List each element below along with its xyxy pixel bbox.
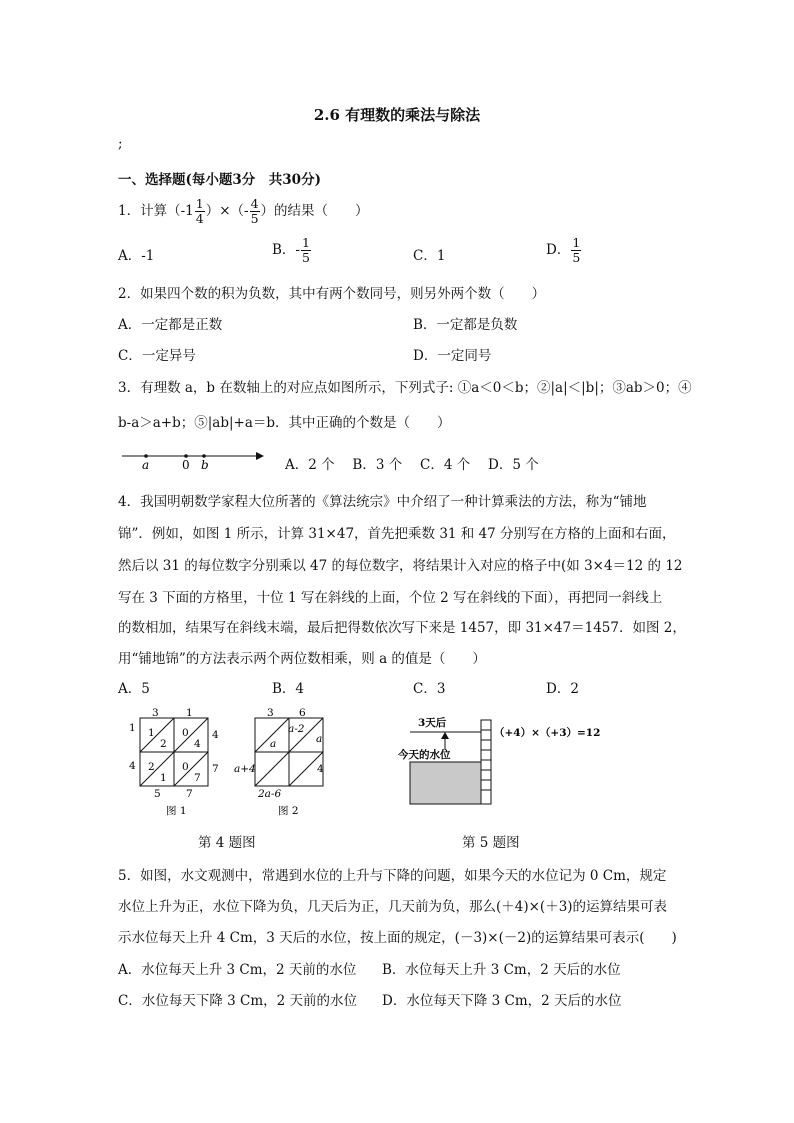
svg-text:图 1: 图 1 [166, 805, 187, 817]
svg-text:a: a [316, 733, 323, 745]
option-d: D．一定同号 [413, 348, 492, 364]
svg-text:（+4）×（+3）=12: （+4）×（+3）=12 [494, 727, 601, 739]
option-c: C．3 [413, 681, 446, 697]
question-4-line1: 4．我国明朝数学家程大位所著的《算法统宗》中介绍了一种计算乘法的方法，称为“铺地 [118, 494, 647, 510]
svg-text:a: a [270, 738, 277, 750]
option-a: A．一定都是正数 [118, 317, 223, 333]
option-c: C．1 [413, 248, 446, 264]
question-5-line2: 水位上升为正，水位下降为负，几天后为正，几天前为负，那么(＋4)×(＋3)的运算结果可表 [118, 899, 668, 915]
question-4-line2: 锦”．例如，如图 1 所示，计算 31×47，首先把乘数 31 和 47 分别写在方格的上面和右面， [118, 526, 676, 542]
option-b: B．水位每天上升 3 Cm，2 天后的水位 [382, 962, 621, 978]
svg-text:2a-6: 2a-6 [258, 788, 282, 800]
svg-text:图 2: 图 2 [278, 805, 299, 817]
option-c: C．水位每天下降 3 Cm，2 天前的水位 [118, 993, 358, 1009]
svg-text:7: 7 [186, 788, 193, 800]
option-d: D．2 [546, 681, 579, 697]
question-1-stem: 1．计算（-1 $\frac{1}{4}$ ）×（- $\frac{4}{5}$ ）的结果（ ） [118, 196, 369, 226]
question-3-options: A．2 个 B．3 个 C．4 个 D．5 个 [285, 457, 539, 473]
figure-5-water-level [398, 706, 618, 810]
option-a: A．5 [118, 681, 150, 697]
svg-text:3: 3 [267, 707, 274, 719]
svg-text:a-2: a-2 [288, 723, 305, 735]
svg-text:4: 4 [194, 738, 201, 750]
question-3-line1: 3．有理数 a，b 在数轴上的对应点如图所示，下列式子: ①a＜0＜b；②|a|＜|b|；③ab＞0；④ [118, 380, 692, 396]
figure-1-lattice [124, 706, 220, 818]
option-b: B．一定都是负数 [413, 317, 518, 333]
svg-text:3: 3 [152, 707, 159, 719]
fraction: $\frac{1}{4}$ [195, 196, 204, 226]
svg-text:1: 1 [129, 722, 136, 734]
question-5-line3: 示水位每天上升 4 Cm，3 天后的水位，按上面的规定，(－3)×(－2)的运算结果可表示( ) [118, 930, 677, 946]
question-4-line3: 然后以 31 的每位数字分别乘以 47 的每位数字，将结果计入对应的格子中(如 3×4＝12 的 12 [118, 558, 683, 574]
axis-label-0: 0 [182, 458, 190, 472]
svg-text:7: 7 [194, 772, 201, 784]
stray-mark: ; [118, 136, 123, 152]
option-d: D．水位每天下降 3 Cm，2 天后的水位 [382, 993, 622, 1009]
question-4-line4: 写在 3 下面的方格里，十位 1 写在斜线的上面，个位 2 写在斜线的下面），再把同一斜线上 [118, 590, 663, 606]
question-4-line5: 的数相加，结果写在斜线末端，最后把得数依次写下来是 1457，即 31×47＝1457．如图 2， [118, 620, 686, 636]
svg-text:今天的水位: 今天的水位 [398, 749, 451, 761]
figure-4-caption: 第 4 题图 [198, 835, 256, 851]
svg-text:a+4: a+4 [234, 763, 256, 775]
svg-text:6: 6 [299, 707, 306, 719]
svg-text:1: 1 [148, 727, 155, 739]
option-a: A．-1 [118, 248, 155, 264]
option-b: B．- $\frac{1}{5}$ [272, 235, 310, 265]
page-title: 2.6 有理数的乘法与除法 [313, 106, 481, 124]
option-c: C．一定异号 [118, 348, 196, 364]
section-heading: 一、选择题(每小题3分 共30分) [118, 172, 321, 188]
figure-2-lattice [230, 706, 330, 818]
svg-text:2: 2 [148, 761, 155, 773]
svg-text:2: 2 [160, 738, 167, 750]
svg-text:1: 1 [186, 707, 193, 719]
svg-text:4: 4 [212, 729, 219, 741]
svg-text:0: 0 [182, 727, 189, 739]
svg-text:4: 4 [317, 763, 324, 775]
fraction: $\frac{4}{5}$ [250, 196, 259, 226]
question-2-stem: 2．如果四个数的积为负数，其中有两个数同号，则另外两个数（ ） [118, 286, 546, 302]
figure-5-caption: 第 5 题图 [462, 835, 520, 851]
question-3-line2: b-a＞a+b；⑤|ab|+a＝b．其中正确的个数是（ ） [118, 415, 451, 431]
option-a: A．水位每天上升 3 Cm，2 天前的水位 [118, 962, 357, 978]
svg-text:5: 5 [154, 788, 161, 800]
option-b: B．4 [272, 681, 305, 697]
option-d: D． $\frac{1}{5}$ [546, 235, 581, 265]
svg-text:4: 4 [129, 760, 136, 772]
svg-text:7: 7 [212, 763, 219, 775]
number-line [118, 446, 268, 472]
axis-label-a: a [142, 458, 150, 472]
question-5-line1: 5．如图，水文观测中，常遇到水位的上升与下降的问题，如果今天的水位记为 0 Cm，规定 [118, 868, 667, 884]
svg-text:1: 1 [160, 772, 167, 784]
question-4-line6: 用“铺地锦”的方法表示两个两位数相乘，则 a 的值是（ ） [118, 651, 486, 667]
svg-text:0: 0 [182, 761, 189, 773]
axis-label-b: b [201, 458, 209, 472]
svg-text:3天后: 3天后 [418, 717, 447, 729]
